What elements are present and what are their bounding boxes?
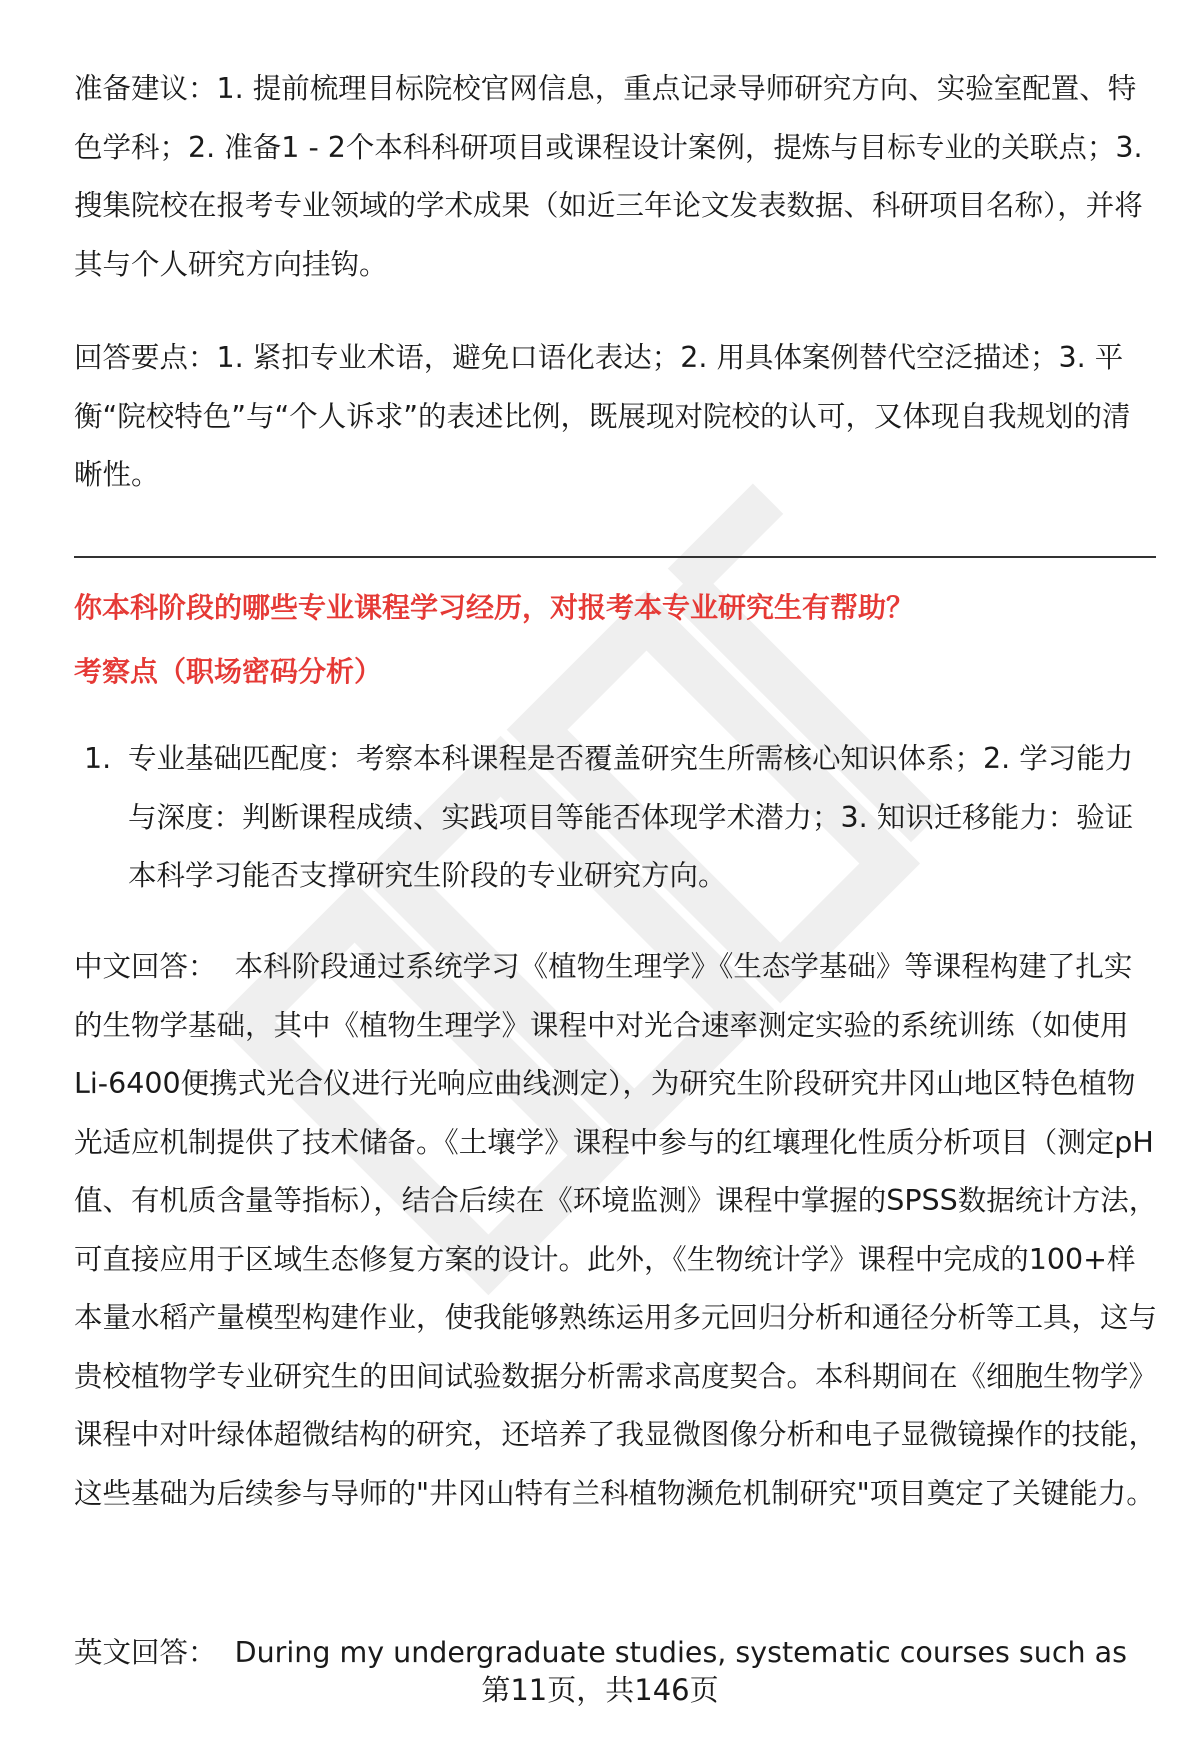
cn-answer-label: 中文回答：	[74, 950, 217, 983]
prep-label: 准备建议：	[74, 72, 217, 105]
prep-suggestion-paragraph	[74, 60, 1159, 294]
cn-answer-text: 本科阶段通过系统学习《植物生理学》《生态学基础》等课程构建了扎实的生物学基础，其中《植物生理学》课程中对光合速率测定实验的系统训练（如使用Li-6400便携式光合仪进行光响应曲线测定），为研究生阶段研究井冈山地区特色植物光适应机制提供了技术储备。《土壤学》课程中参与的红壤理化性质分析项目（测定pH值、有机质含量等指标），结合后续在《环境监测》课程中掌握的SPSS数据统计方法，可直接应用于区域生态修复方案的设计。此外，《生物统计学》课程中完成的100+样本量水稻产量模型构建作业，使我能够熟练运用多元回归分析和通径分析等工具，这与贵校植物学专业研究生的田间试验数据分析需求高度契合。本科期间在《细胞生物学》课程中对叶绿体超微结构的研究，还培养了我显微图像分析和电子显微镜操作的技能，这些基础为后续参与导师的"井冈山特有兰科植物濒危机制研究"项目奠定了关键能力。	[74, 950, 1158, 1510]
list-item	[84, 730, 1159, 906]
key-points-text: 1. 紧扣专业术语，避免口语化表达；2. 用具体案例替代空泛描述；3. 平衡“院校特色”与“个人诉求”的表述比例，既展现对院校的认可，又体现自我规划的清晰性。	[74, 341, 1131, 491]
en-answer-text: During my undergraduate studies, systematic courses such as	[234, 1636, 1127, 1669]
chinese-answer-paragraph	[74, 938, 1159, 1523]
answer-key-points-paragraph	[74, 329, 1159, 505]
key-points-label: 回答要点：	[74, 341, 217, 374]
exam-points-list	[84, 730, 1159, 906]
prep-text: 1. 提前梳理目标院校官网信息，重点记录导师研究方向、实验室配置、特色学科；2. 准备1 - 2个本科科研项目或课程设计案例，提炼与目标专业的关联点；3. 搜集院校在报考专业领域的学术成果（如近三年论文发表数据、科研项目名称），并将其与个人研究方向挂钩。	[74, 72, 1143, 281]
page-number-footer: 第11页，共146页	[481, 1673, 719, 1707]
list-item-text: 专业基础匹配度：考察本科课程是否覆盖研究生所需核心知识体系；2. 学习能力与深度：判断课程成绩、实践项目等能否体现学术潜力；3. 知识迁移能力：验证本科学习能否支撑研究生阶段的专业研究方向。	[128, 742, 1134, 892]
en-answer-label: 英文回答：	[74, 1636, 217, 1669]
exam-points-heading: 考察点（职场密码分析）	[74, 655, 383, 688]
section-divider	[74, 556, 1156, 558]
question-heading: 你本科阶段的哪些专业课程学习经历，对报考本专业研究生有帮助？	[74, 591, 915, 624]
list-item-number: 1.	[84, 742, 112, 775]
